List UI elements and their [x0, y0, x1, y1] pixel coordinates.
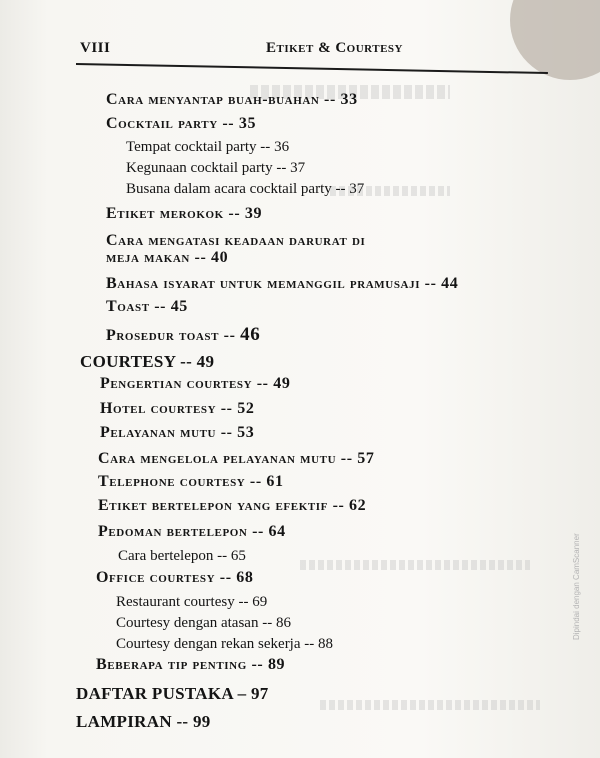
toc-entry: Beberapa tip penting -- 89	[96, 656, 286, 673]
toc-entry: Telephone courtesy -- 61	[98, 473, 284, 490]
toc-chapter: LAMPIRAN -- 99	[76, 712, 211, 731]
toc-entry: Pedoman bertelepon -- 64	[98, 523, 286, 540]
toc-subentry: Restaurant courtesy -- 69	[116, 594, 268, 610]
running-title: Etiket & Courtesy	[266, 40, 403, 56]
bleed-through	[300, 560, 530, 570]
bleed-through	[320, 700, 540, 710]
toc-entry: Toast -- 45	[106, 298, 188, 315]
toc-entry: Pengertian courtesy -- 49	[100, 375, 291, 392]
toc-entry: Etiket merokok -- 39	[106, 205, 263, 222]
scanner-watermark: Dipindai dengan CamScanner	[572, 533, 581, 640]
toc-subentry: Cara bertelepon -- 65	[118, 548, 246, 564]
toc-chapter: DAFTAR PUSTAKA – 97	[76, 684, 269, 703]
toc-subentry: Courtesy dengan atasan -- 86	[116, 615, 291, 631]
toc-entry: Cara menyantap buah-buahan -- 33	[106, 91, 358, 108]
toc-subentry: Tempat cocktail party -- 36	[126, 139, 290, 155]
toc-chapter: COURTESY -- 49	[80, 352, 215, 371]
toc-subentry: Courtesy dengan rekan sekerja -- 88	[116, 636, 334, 652]
toc-entry: Bahasa isyarat untuk memanggil pramusaji -- 44	[106, 275, 459, 292]
toc-entry: Etiket bertelepon yang efektif -- 62	[98, 497, 367, 514]
header-rule	[76, 63, 548, 74]
toc-subentry: Kegunaan cocktail party -- 37	[126, 160, 306, 176]
toc-entry: Cara mengelola pelayanan mutu -- 57	[98, 450, 375, 467]
toc-entry: Cara mengatasi keadaan darurat di	[106, 232, 366, 249]
page-number: VIII	[80, 40, 111, 56]
toc-entry: Office courtesy -- 68	[96, 569, 254, 586]
toc-entry: Prosedur toast -- 46	[106, 324, 261, 345]
toc-entry: Cocktail party -- 35	[106, 115, 257, 132]
toc-subentry: Busana dalam acara cocktail party -- 37	[126, 181, 365, 197]
toc-entry: Pelayanan mutu -- 53	[100, 424, 255, 441]
page-corner-shadow	[510, 0, 600, 80]
toc-entry: Hotel courtesy -- 52	[100, 400, 255, 417]
toc-entry: meja makan -- 40	[106, 249, 229, 266]
